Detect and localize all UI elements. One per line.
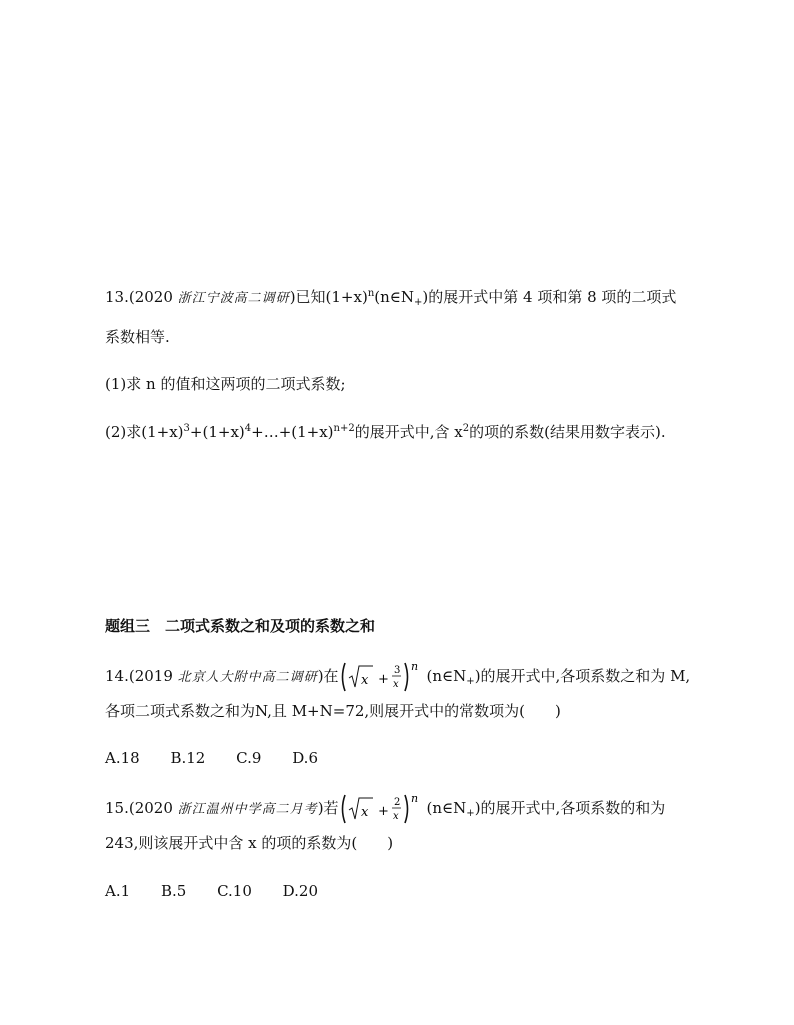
q14-option-c: C.9 (236, 749, 262, 767)
q14-denominator: x (392, 679, 399, 690)
q13-text-a: )已知(1+x) (289, 288, 368, 306)
q13-part1: (1)求 n 的值和这两项的二项式系数; (105, 375, 346, 393)
q13-exp-4: 4 (244, 423, 252, 434)
q13-text-b: (n∈N (374, 288, 415, 306)
q14-option-a: A.18 (105, 749, 140, 767)
q15-option-b: B.5 (160, 882, 187, 900)
q15-plus: + (377, 804, 389, 819)
q15-text-a: )若 (317, 799, 339, 817)
q14-line2: 各项二项式系数之和为N,且 M+N=72,则展开式中的常数项为( ) (105, 702, 561, 720)
q14-formula (339, 660, 427, 694)
q14-line1 (105, 660, 690, 694)
group3-label: 题组三 (105, 617, 151, 635)
q14-number: 14. (105, 667, 129, 685)
q14-source: 北京人大附中高二调研 (177, 670, 318, 685)
q13-exp-n2: n+2 (333, 423, 355, 434)
q14-exponent: n (410, 660, 418, 673)
q15-year: (2020 (128, 799, 173, 817)
q15-options (105, 881, 344, 901)
q13-exp-3: 3 (183, 423, 190, 434)
q14-option-d: D.6 (292, 749, 318, 767)
q15-formula (339, 792, 427, 826)
q15-text-b: (n∈N (426, 799, 467, 817)
q15-option-d: D.20 (282, 882, 319, 900)
q14-text-b: (n∈N (426, 667, 467, 685)
q13-part2-b: +(1+x) (189, 423, 245, 441)
q15-numerator: 2 (393, 797, 400, 808)
q15-line1 (105, 792, 665, 826)
q13-sup-n: n (367, 288, 375, 299)
q13-line1 (105, 287, 676, 310)
q13-line2: 系数相等. (105, 328, 170, 346)
q15-radicand: x (360, 805, 368, 820)
q14-year: (2019 (128, 667, 173, 685)
group3-title: 二项式系数之和及项的系数之和 (165, 617, 376, 635)
q15-denominator: x (392, 811, 399, 822)
q15-number: 15. (105, 799, 129, 817)
q15-source: 浙江温州中学高二月考 (177, 802, 318, 817)
q14-option-b: B.12 (170, 749, 206, 767)
q14-text-a: )在 (317, 667, 339, 685)
q14-sub-plus: + (466, 676, 475, 687)
q14-text-c: )的展开式中,各项系数之和为 M, (474, 667, 691, 685)
q13-part2 (105, 422, 666, 445)
q13-part2-d: 的展开式中,含 x (354, 423, 463, 441)
q13-text-c: )的展开式中第 4 项和第 8 项的二项式 (422, 288, 677, 306)
q15-sub-plus: + (466, 808, 475, 819)
q13-exp-2: 2 (462, 423, 470, 434)
q14-options (105, 748, 344, 768)
q13-part2-a: (2)求(1+x) (105, 423, 184, 441)
q13-sub-plus: + (414, 297, 423, 308)
group3-heading (105, 616, 375, 636)
q15-line2: 243,则该展开式中含 x 的项的系数为( ) (105, 834, 394, 852)
q13-part2-c: +…+(1+x) (251, 423, 334, 441)
q13-source: 浙江宁波高二调研 (177, 291, 290, 306)
q15-option-c: C.10 (217, 882, 252, 900)
q15-option-a: A.1 (105, 882, 131, 900)
q14-numerator: 3 (393, 665, 400, 676)
q15-text-c: )的展开式中,各项系数的和为 (474, 799, 666, 817)
q13-year: (2020 (128, 288, 173, 306)
q14-radicand: x (360, 673, 368, 688)
q13-number: 13. (105, 288, 129, 306)
q13-part2-f: 的项的系数(结果用数字表示). (469, 423, 666, 441)
q15-exponent: n (410, 792, 418, 805)
q14-plus: + (377, 672, 389, 687)
